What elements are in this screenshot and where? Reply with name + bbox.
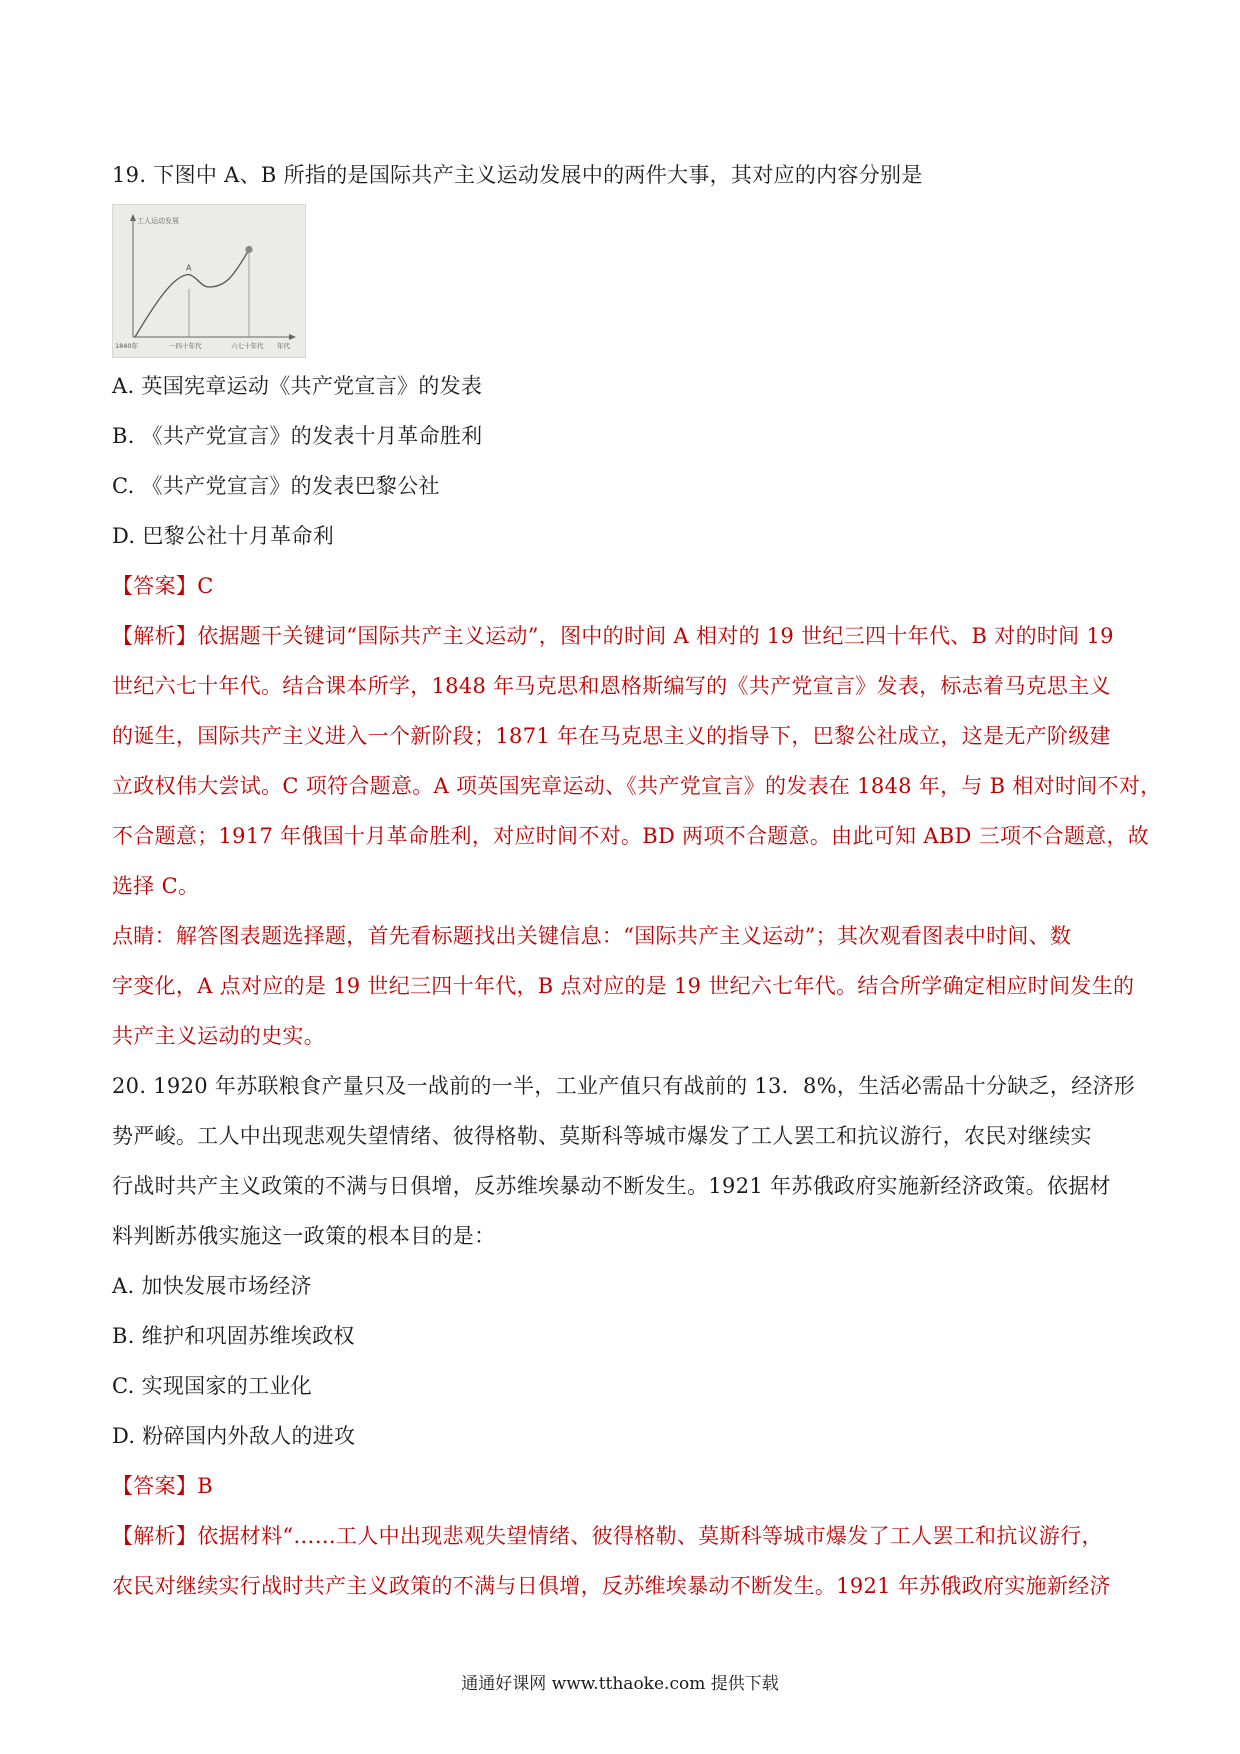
q20-stem-line: 行战时共产主义政策的不满与日俱增，反苏维埃暴动不断发生。1921 年苏俄政府实施新经济政策。依据材 (112, 1174, 1111, 1198)
tick-label-a: 一四十年代 (169, 342, 202, 350)
q19-analysis-line: 立政权伟大尝试。C 项符合题意。A 项英国宪章运动、《共产党宣言》的发表在 1848 年，与 B 相对时间不对， (112, 774, 1162, 798)
q19-analysis-line: 【解析】依据题干关键词“国际共产主义运动”，图中的时间 A 相对的 19 世纪三四十年代、B 对的时间 19 (112, 624, 1114, 648)
q20-analysis-line: 【解析】依据材料“……工人中出现悲观失望情绪、彼得格勒、莫斯科等城市爆发了工人罢工和抗议游行， (112, 1524, 1103, 1548)
q20-option-d: D. 粉碎国内外敌人的进攻 (112, 1424, 356, 1448)
q19-analysis-line: 不合题意；1917 年俄国十月革命胜利，对应时间不对。BD 两项不合题意。由此可知 ABD 三项不合题意，故 (112, 824, 1150, 848)
q19-analysis-line: 的诞生，国际共产主义进入一个新阶段；1871 年在马克思主义的指导下，巴黎公社成立，这是无产阶级建 (112, 724, 1111, 748)
q19-analysis-line: 世纪六七十年代。结合课本所学，1848 年马克思和恩格斯编写的《共产党宣言》发表，标志着马克思主义 (112, 674, 1111, 698)
q19-option-b: B. 《共产党宣言》的发表十月革命胜利 (112, 424, 483, 448)
point-a-label: A (186, 263, 192, 273)
q19-stem: 19. 下图中 A、B 所指的是国际共产主义运动发展中的两件大事，其对应的内容分别是 (112, 163, 923, 187)
q19-option-d: D. 巴黎公社十月革命利 (112, 524, 335, 548)
q19-option-c: C. 《共产党宣言》的发表巴黎公社 (112, 474, 440, 498)
page-footer: 通通好课网 www.tthaoke.com 提供下载 (461, 1674, 779, 1694)
q19-tip-line: 点睛：解答图表题选择题，首先看标题找出关键信息：“国际共产主义运动”；其次观看图表中时间、数 (112, 924, 1072, 948)
q20-option-c: C. 实现国家的工业化 (112, 1374, 312, 1398)
q20-stem-line: 料判断苏俄实施这一政策的根本目的是： (112, 1224, 496, 1248)
tick-label-1840: 1840年 (115, 342, 139, 350)
q20-stem-line: 势严峻。工人中出现悲观失望情绪、彼得格勒、莫斯科等城市爆发了工人罢工和抗议游行，农民对继续实 (112, 1124, 1092, 1148)
tick-label-end: 年代 (277, 342, 290, 350)
q20-answer: 【答案】B (112, 1474, 213, 1498)
q19-tip-line: 共产主义运动的史实。 (112, 1024, 325, 1048)
q19-tip-line: 字变化，A 点对应的是 19 世纪三四十年代，B 点对应的是 19 世纪六七年代。结合所学确定相应时间发生的 (112, 974, 1135, 998)
q19-answer: 【答案】C (112, 574, 214, 598)
x-axis-arrow (289, 334, 296, 340)
series-line (135, 250, 249, 338)
q19-option-a: A. 英国宪章运动《共产党宣言》的发表 (112, 374, 483, 398)
chart-title: 工人运动发展 (137, 217, 179, 225)
q19-figure (112, 204, 306, 358)
q20-analysis-line: 农民对继续实行战时共产主义政策的不满与日俱增，反苏维埃暴动不断发生。1921 年苏俄政府实施新经济 (112, 1574, 1111, 1598)
q20-stem-line: 20. 1920 年苏联粮食产量只及一战前的一半，工业产值只有战前的 13．8%，生活必需品十分缺乏，经济形 (112, 1074, 1136, 1098)
q20-option-a: A. 加快发展市场经济 (112, 1274, 312, 1298)
q19-chart (113, 205, 305, 357)
y-axis-arrow (130, 214, 136, 221)
q20-option-b: B. 维护和巩固苏维埃政权 (112, 1324, 355, 1348)
tick-label-b: 六七十年代 (231, 342, 264, 350)
q19-analysis-line: 选择 C。 (112, 874, 200, 898)
